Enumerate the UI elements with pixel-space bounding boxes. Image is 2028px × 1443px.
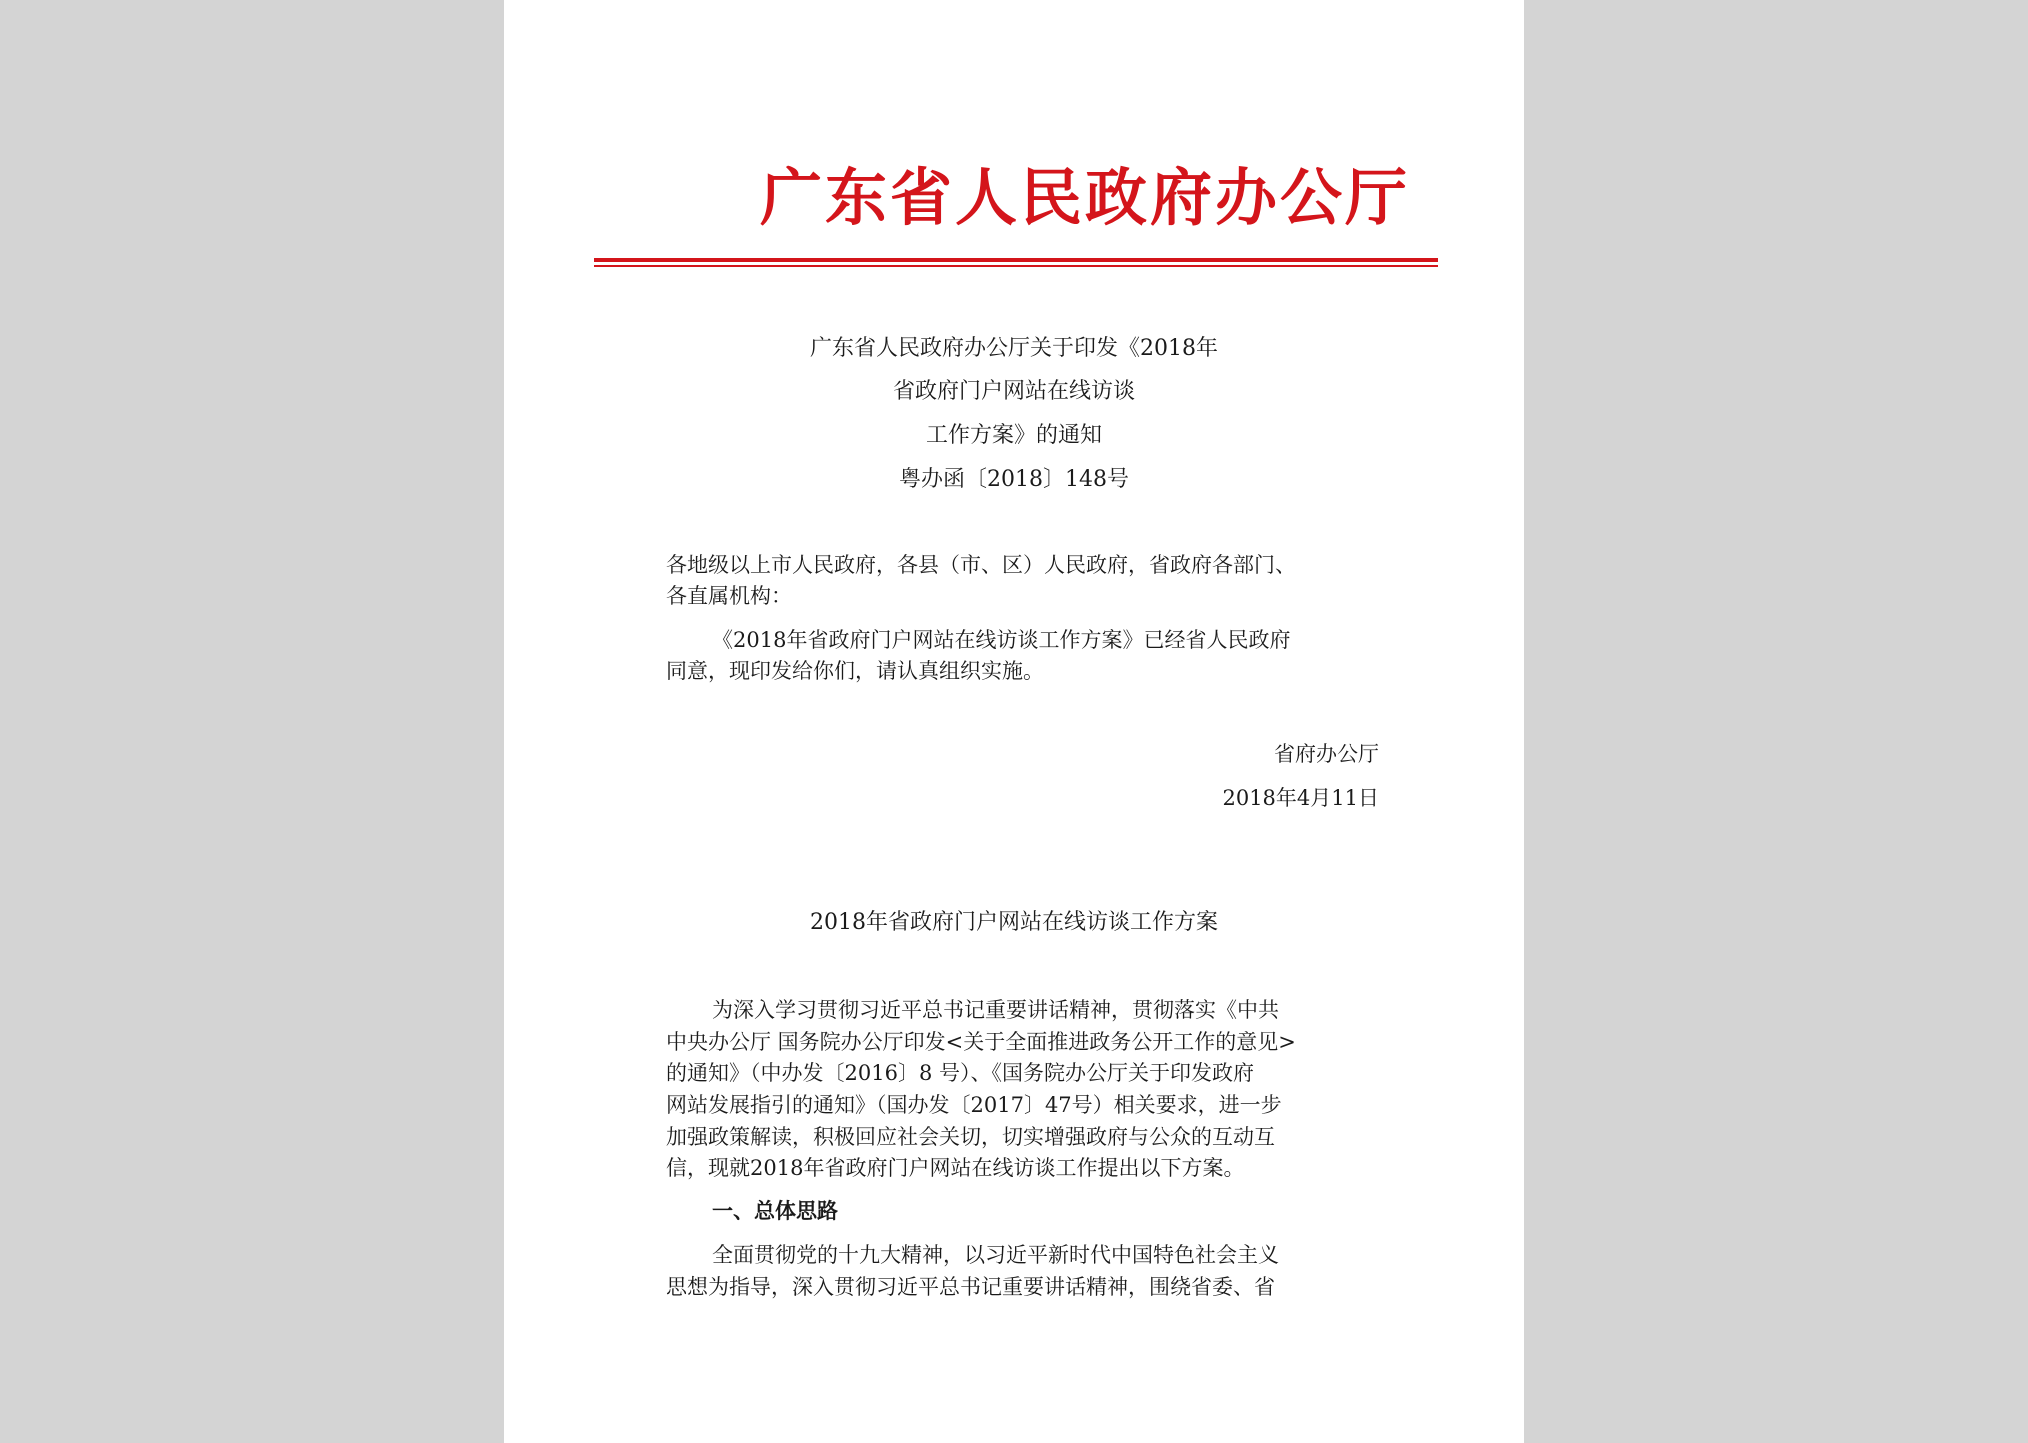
signature-office: 省府办公厅 xyxy=(1274,742,1379,766)
addressee-line-1: 各地级以上市人民政府，各县（市、区）人民政府，省政府各部门、 xyxy=(666,553,1296,577)
notice-paragraph-line-1: 《2018年省政府门户网站在线访谈工作方案》已经省人民政府 xyxy=(712,628,1291,652)
masthead-red-rule-thin xyxy=(594,265,1438,267)
notice-title-line-2: 省政府门户网站在线访谈 xyxy=(892,379,1135,404)
section-heading-overall-approach: 一、总体思路 xyxy=(712,1198,838,1223)
intro-paragraph-line-6: 信，现就2018年省政府门户网站在线访谈工作提出以下方案。 xyxy=(666,1156,1245,1180)
section1-paragraph-line-1: 全面贯彻党的十九大精神，以习近平新时代中国特色社会主义 xyxy=(712,1243,1279,1267)
section1-paragraph-line-2: 思想为指导，深入贯彻习近平总书记重要讲话精神，围绕省委、省 xyxy=(666,1275,1275,1299)
notice-paragraph-line-2: 同意，现印发给你们，请认真组织实施。 xyxy=(666,659,1044,683)
masthead-title: 广东省人民政府办公厅 xyxy=(760,161,1411,234)
notice-title-line-3: 工作方案》的通知 xyxy=(925,423,1102,448)
intro-paragraph-line-3: 的通知》（中办发〔2016〕8 号）、《国务院办公厅关于印发政府 xyxy=(666,1061,1254,1085)
document-page xyxy=(504,0,1524,1443)
intro-paragraph-line-4: 网站发展指引的通知》（国办发〔2017〕47号）相关要求，进一步 xyxy=(666,1093,1282,1117)
intro-paragraph-line-1: 为深入学习贯彻习近平总书记重要讲话精神，贯彻落实《中共 xyxy=(712,998,1279,1022)
signature-date: 2018年4月11日 xyxy=(1222,786,1379,810)
intro-paragraph-line-2: 中央办公厅 国务院办公厅印发<关于全面推进政务公开工作的意见> xyxy=(666,1030,1296,1054)
intro-paragraph-line-5: 加强政策解读，积极回应社会关切，切实增强政府与公众的互动互 xyxy=(666,1125,1275,1149)
masthead-red-rule xyxy=(594,258,1438,262)
notice-title-line-1: 广东省人民政府办公厅关于印发《2018年 xyxy=(810,336,1218,361)
addressee-line-2: 各直属机构： xyxy=(666,584,792,608)
document-reference-number: 粤办函〔2018〕148号 xyxy=(899,467,1129,492)
plan-title: 2018年省政府门户网站在线访谈工作方案 xyxy=(810,910,1218,935)
